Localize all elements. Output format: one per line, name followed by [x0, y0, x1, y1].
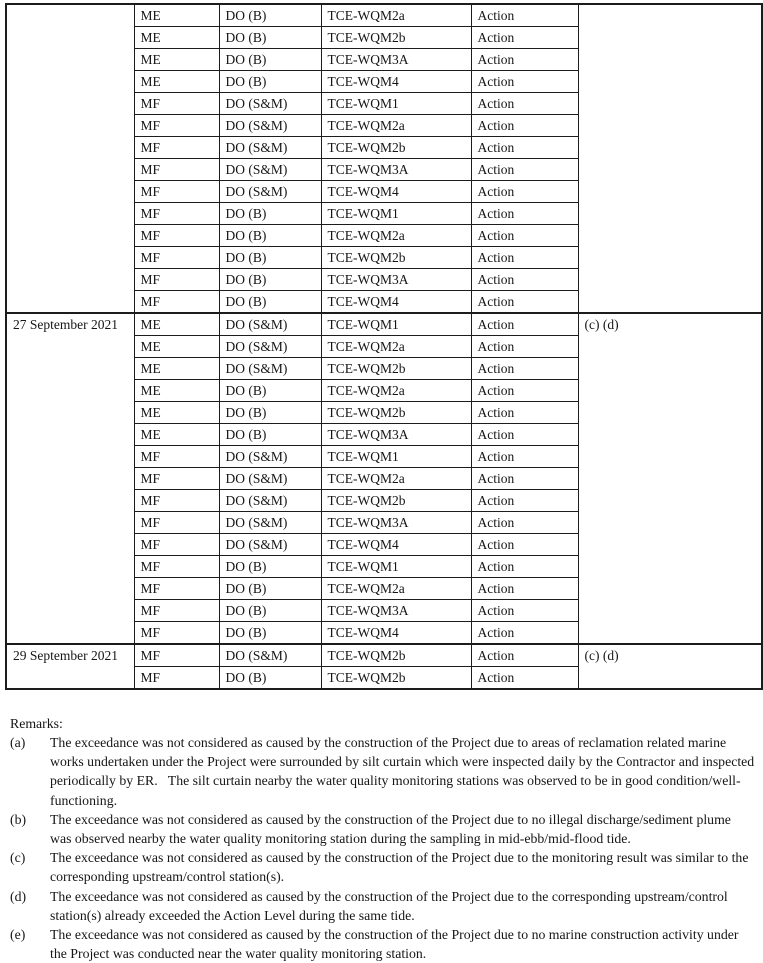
station-cell: TCE-WQM2b	[321, 667, 471, 690]
tide-cell: ME	[134, 402, 219, 424]
level-cell: Action	[471, 512, 578, 534]
level-cell: Action	[471, 578, 578, 600]
level-cell: Action	[471, 27, 578, 49]
level-cell: Action	[471, 313, 578, 336]
level-cell: Action	[471, 159, 578, 181]
parameter-cell: DO (B)	[219, 247, 321, 269]
parameter-cell: DO (S&M)	[219, 159, 321, 181]
date-cell: 29 September 2021	[6, 644, 134, 689]
level-cell: Action	[471, 203, 578, 225]
tide-cell: MF	[134, 159, 219, 181]
parameter-cell: DO (S&M)	[219, 93, 321, 115]
parameter-cell: DO (B)	[219, 4, 321, 27]
tide-cell: MF	[134, 622, 219, 645]
parameter-cell: DO (S&M)	[219, 534, 321, 556]
remark-text: The exceedance was not considered as caused by the construction of the Project due to areas of reclamation related marine works undertaken under the Project were surrounded by silt curtain which were inspected daily by the Contractor and inspected periodically by ER. The silt curtain nearby the water quality monitoring stations was observed to be in good condition/well-functioning.	[50, 735, 758, 808]
station-cell: TCE-WQM1	[321, 556, 471, 578]
remark-item	[10, 887, 757, 925]
tide-cell: MF	[134, 225, 219, 247]
level-cell: Action	[471, 446, 578, 468]
level-cell: Action	[471, 181, 578, 203]
date-cell	[6, 4, 134, 313]
remark-label: (e)	[10, 927, 26, 943]
remark-label: (d)	[10, 888, 27, 904]
remark-item	[10, 848, 757, 886]
station-cell: TCE-WQM4	[321, 181, 471, 203]
tide-cell: MF	[134, 203, 219, 225]
parameter-cell: DO (B)	[219, 578, 321, 600]
station-cell: TCE-WQM4	[321, 291, 471, 314]
level-cell: Action	[471, 600, 578, 622]
parameter-cell: DO (S&M)	[219, 115, 321, 137]
remarks-section	[10, 714, 757, 963]
parameter-cell: DO (B)	[219, 291, 321, 314]
station-cell: TCE-WQM3A	[321, 269, 471, 291]
tide-cell: MF	[134, 644, 219, 667]
level-cell: Action	[471, 71, 578, 93]
parameter-cell: DO (S&M)	[219, 313, 321, 336]
level-cell: Action	[471, 667, 578, 690]
level-cell: Action	[471, 402, 578, 424]
tide-cell: MF	[134, 512, 219, 534]
level-cell: Action	[471, 336, 578, 358]
station-cell: TCE-WQM2a	[321, 578, 471, 600]
station-cell: TCE-WQM2b	[321, 644, 471, 667]
tide-cell: MF	[134, 600, 219, 622]
table-row	[6, 313, 762, 336]
station-cell: TCE-WQM3A	[321, 49, 471, 71]
parameter-cell: DO (B)	[219, 49, 321, 71]
tide-cell: MF	[134, 556, 219, 578]
tide-cell: MF	[134, 468, 219, 490]
level-cell: Action	[471, 424, 578, 446]
remark-item	[10, 925, 757, 963]
table-row	[6, 4, 762, 27]
station-cell: TCE-WQM2a	[321, 115, 471, 137]
parameter-cell: DO (B)	[219, 71, 321, 93]
parameter-cell: DO (B)	[219, 667, 321, 690]
remark-text: The exceedance was not considered as caused by the construction of the Project due to no illegal discharge/sediment plume was observed nearby the water quality monitoring station during the sampling in mid-ebb/mid-flood tide.	[50, 811, 735, 847]
tide-cell: ME	[134, 380, 219, 402]
station-cell: TCE-WQM2a	[321, 380, 471, 402]
tide-cell: ME	[134, 49, 219, 71]
parameter-cell: DO (B)	[219, 380, 321, 402]
tide-cell: ME	[134, 336, 219, 358]
level-cell: Action	[471, 225, 578, 247]
station-cell: TCE-WQM4	[321, 534, 471, 556]
level-cell: Action	[471, 137, 578, 159]
parameter-cell: DO (S&M)	[219, 446, 321, 468]
level-cell: Action	[471, 49, 578, 71]
level-cell: Action	[471, 115, 578, 137]
date-cell: 27 September 2021	[6, 313, 134, 644]
exceedance-monitoring-table	[5, 3, 763, 690]
level-cell: Action	[471, 622, 578, 645]
tide-cell: MF	[134, 667, 219, 690]
tide-cell: ME	[134, 358, 219, 380]
level-cell: Action	[471, 644, 578, 667]
level-cell: Action	[471, 490, 578, 512]
remark-label: (c)	[10, 850, 26, 866]
station-cell: TCE-WQM2b	[321, 490, 471, 512]
level-cell: Action	[471, 358, 578, 380]
station-cell: TCE-WQM1	[321, 446, 471, 468]
remark-text: The exceedance was not considered as caused by the construction of the Project due to the corresponding upstream/control station(s) already exceeded the Action Level during the same tide.	[50, 888, 732, 923]
tide-cell: MF	[134, 446, 219, 468]
parameter-cell: DO (B)	[219, 556, 321, 578]
level-cell: Action	[471, 468, 578, 490]
station-cell: TCE-WQM2a	[321, 468, 471, 490]
exceedance-table-body	[6, 4, 762, 689]
station-cell: TCE-WQM2b	[321, 402, 471, 424]
level-cell: Action	[471, 269, 578, 291]
parameter-cell: DO (S&M)	[219, 644, 321, 667]
station-cell: TCE-WQM4	[321, 71, 471, 93]
parameter-cell: DO (S&M)	[219, 490, 321, 512]
station-cell: TCE-WQM2a	[321, 4, 471, 27]
station-cell: TCE-WQM2b	[321, 358, 471, 380]
station-cell: TCE-WQM2a	[321, 336, 471, 358]
tide-cell: MF	[134, 181, 219, 203]
tide-cell: MF	[134, 269, 219, 291]
remark-cell: (c) (d)	[578, 313, 762, 644]
station-cell: TCE-WQM4	[321, 622, 471, 645]
tide-cell: ME	[134, 424, 219, 446]
tide-cell: MF	[134, 137, 219, 159]
remark-cell: (c) (d)	[578, 644, 762, 689]
parameter-cell: DO (S&M)	[219, 181, 321, 203]
parameter-cell: DO (B)	[219, 402, 321, 424]
remark-text: The exceedance was not considered as caused by the construction of the Project due to no marine construction activity under the Project was conducted near the water quality monitoring station.	[50, 927, 742, 962]
level-cell: Action	[471, 291, 578, 314]
tide-cell: ME	[134, 27, 219, 49]
tide-cell: MF	[134, 247, 219, 269]
parameter-cell: DO (S&M)	[219, 137, 321, 159]
level-cell: Action	[471, 93, 578, 115]
station-cell: TCE-WQM3A	[321, 159, 471, 181]
parameter-cell: DO (S&M)	[219, 512, 321, 534]
level-cell: Action	[471, 380, 578, 402]
parameter-cell: DO (S&M)	[219, 336, 321, 358]
tide-cell: ME	[134, 4, 219, 27]
station-cell: TCE-WQM1	[321, 313, 471, 336]
station-cell: TCE-WQM2b	[321, 247, 471, 269]
level-cell: Action	[471, 534, 578, 556]
tide-cell: ME	[134, 313, 219, 336]
parameter-cell: DO (B)	[219, 225, 321, 247]
tide-cell: MF	[134, 578, 219, 600]
station-cell: TCE-WQM1	[321, 203, 471, 225]
station-cell: TCE-WQM3A	[321, 512, 471, 534]
station-cell: TCE-WQM1	[321, 93, 471, 115]
remark-item	[10, 810, 757, 848]
level-cell: Action	[471, 247, 578, 269]
level-cell: Action	[471, 556, 578, 578]
remark-label: (a)	[10, 735, 26, 750]
parameter-cell: DO (B)	[219, 600, 321, 622]
tide-cell: MF	[134, 93, 219, 115]
station-cell: TCE-WQM2b	[321, 137, 471, 159]
parameter-cell: DO (B)	[219, 27, 321, 49]
tide-cell: MF	[134, 291, 219, 314]
tide-cell: ME	[134, 71, 219, 93]
remark-cell	[578, 4, 762, 313]
tide-cell: MF	[134, 490, 219, 512]
parameter-cell: DO (B)	[219, 203, 321, 225]
remarks-heading: Remarks:	[10, 716, 63, 731]
parameter-cell: DO (S&M)	[219, 468, 321, 490]
station-cell: TCE-WQM2b	[321, 27, 471, 49]
station-cell: TCE-WQM3A	[321, 424, 471, 446]
station-cell: TCE-WQM2a	[321, 225, 471, 247]
tide-cell: MF	[134, 115, 219, 137]
station-cell: TCE-WQM3A	[321, 600, 471, 622]
level-cell: Action	[471, 4, 578, 27]
table-row	[6, 644, 762, 667]
remarks-list	[10, 733, 757, 963]
parameter-cell: DO (B)	[219, 622, 321, 645]
parameter-cell: DO (B)	[219, 424, 321, 446]
remark-label: (b)	[10, 811, 27, 827]
remark-text: The exceedance was not considered as caused by the construction of the Project due to the monitoring result was similar to the corresponding upstream/control station(s).	[50, 850, 752, 885]
parameter-cell: DO (S&M)	[219, 358, 321, 380]
tide-cell: MF	[134, 534, 219, 556]
parameter-cell: DO (B)	[219, 269, 321, 291]
remark-item	[10, 733, 757, 810]
